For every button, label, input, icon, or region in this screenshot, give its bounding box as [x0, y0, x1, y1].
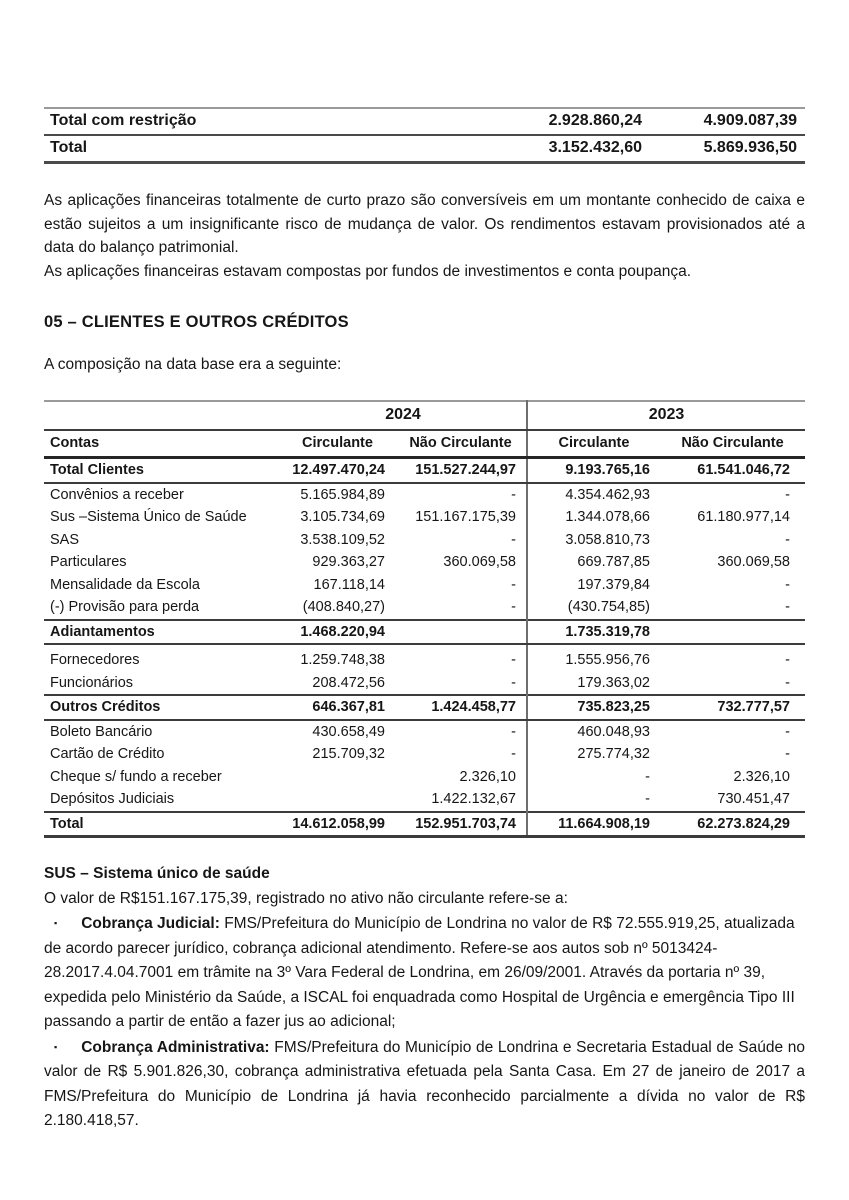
- sus-section: [44, 862, 805, 1134]
- cell: -: [511, 674, 516, 691]
- row-label: Adiantamentos: [44, 620, 280, 645]
- row-label: Total: [44, 812, 280, 837]
- cell: 61.541.046,72: [660, 458, 805, 483]
- cell: -: [527, 788, 660, 812]
- table-row: [44, 720, 805, 744]
- cell: -: [785, 652, 790, 668]
- cell: 669.787,85: [527, 551, 660, 574]
- header-circulante-2024: Circulante: [280, 430, 395, 458]
- row-label: Funcionários: [50, 674, 134, 691]
- cell: 62.273.824,29: [660, 812, 805, 837]
- cell: 167.118,14: [313, 576, 385, 593]
- row-label: Mensalidade da Escola: [50, 576, 200, 593]
- cell: -: [511, 599, 516, 615]
- cell: -: [511, 746, 516, 762]
- cell: 735.823,25: [527, 695, 660, 720]
- table-row: [44, 672, 805, 696]
- table-row: [44, 529, 805, 552]
- cell: 3.538.109,52: [300, 531, 385, 548]
- top-summary-table: [44, 107, 805, 164]
- year-2024-header: 2024: [280, 401, 527, 430]
- row-label: Sus –Sistema Único de Saúde: [50, 509, 247, 525]
- row-label: SAS: [50, 531, 80, 548]
- cell: -: [785, 723, 790, 740]
- cell: -: [511, 486, 516, 503]
- cell: 1.735.319,78: [527, 620, 660, 645]
- sus-intro: O valor de R$151.167.175,39, registrado no ativo não circulante refere-se a:: [44, 889, 568, 907]
- cell: 2.326,10: [733, 768, 790, 785]
- table-row: [44, 644, 805, 672]
- cell: [280, 788, 395, 812]
- section-heading: 05 – CLIENTES E OUTROS CRÉDITOS: [44, 313, 349, 331]
- cell: -: [511, 652, 516, 668]
- table-row: [44, 483, 805, 507]
- cell: 208.472,56: [312, 674, 385, 691]
- value-2023: 5.869.936,50: [703, 139, 797, 156]
- header-circulante-2023: Circulante: [527, 430, 660, 458]
- spacer-cell: [44, 401, 280, 430]
- cell: 151.527.244,97: [395, 458, 527, 483]
- cell: (430.754,85): [527, 596, 660, 620]
- cell: -: [511, 576, 516, 593]
- cell: -: [785, 531, 790, 548]
- year-2023-header: 2023: [527, 401, 805, 430]
- bullet-text: FMS/Prefeitura do Município de Londrina no valor de R$ 72.555.919,25, atualizada de acordo parecer jurídico, cobrança adicional atendimento. Refere-se aos autos sob nº 5013424-28.2017.4.04.7001 em trâmite na 3º Vara Federal de Londrina, em 26/09/2001. Através da portaria nº 39, expedida pelo Ministério da Saúde, a ISCAL foi enquadrada como Hospital de Urgência e emergência Tipo III passando a partir de então a fazer jus ao adicional;: [44, 915, 795, 1030]
- cell: 14.612.058,99: [280, 812, 395, 837]
- cell: 11.664.908,19: [527, 812, 660, 837]
- table-row: [44, 743, 805, 766]
- column-header-row: [44, 430, 805, 458]
- value-2023: 4.909.087,39: [642, 108, 805, 135]
- cell: 929.363,27: [312, 554, 385, 570]
- cell: 1.344.078,66: [527, 506, 660, 529]
- cell: 275.774,32: [527, 743, 660, 766]
- value-2024: 3.152.432,60: [548, 139, 642, 156]
- cell: 9.193.765,16: [527, 458, 660, 483]
- bullet-square-icon: ▪: [54, 918, 58, 928]
- bullet-label: Cobrança Administrativa:: [81, 1038, 270, 1056]
- cell: 646.367,81: [280, 695, 395, 720]
- bullet-label: Cobrança Judicial:: [81, 915, 220, 932]
- row-label: Depósitos Judiciais: [50, 791, 175, 807]
- cell: 1.424.458,77: [395, 695, 527, 720]
- cell: [660, 620, 805, 645]
- cell: -: [785, 599, 790, 615]
- cell: 430.658,49: [312, 723, 385, 740]
- cell: 215.709,32: [312, 746, 385, 762]
- cell: 151.167.175,39: [415, 509, 516, 525]
- cell: 179.363,02: [527, 672, 660, 696]
- cell: [395, 620, 527, 645]
- bullet-item-administrativa: [44, 1035, 805, 1134]
- table-row-total-clientes: [44, 458, 805, 483]
- table-row: [44, 596, 805, 620]
- cell: 1.555.956,76: [527, 644, 660, 672]
- cell: 61.180.977,14: [697, 509, 790, 525]
- row-label: Total Clientes: [44, 458, 280, 483]
- intro-paragraphs: [44, 189, 805, 283]
- cell: 3.058.810,73: [527, 529, 660, 552]
- table-row: [44, 551, 805, 574]
- table-row: [44, 574, 805, 597]
- row-label: Fornecedores: [50, 652, 140, 668]
- cell: -: [785, 576, 790, 593]
- row-label: (-) Provisão para perda: [50, 599, 200, 615]
- cell: (408.840,27): [302, 599, 385, 615]
- row-label: Cartão de Crédito: [50, 746, 165, 762]
- cell: 460.048,93: [527, 720, 660, 744]
- cell: -: [511, 531, 516, 548]
- cell: 5.165.984,89: [300, 486, 385, 503]
- value-2024: 2.928.860,24: [434, 108, 642, 135]
- cell: 152.951.703,74: [395, 812, 527, 837]
- clients-credits-table: [44, 400, 805, 838]
- cell: -: [785, 746, 790, 762]
- row-label: Outros Créditos: [44, 695, 280, 720]
- table-row: [44, 108, 805, 135]
- cell: 730.451,47: [717, 791, 790, 807]
- bullet-square-icon: ▪: [54, 1041, 58, 1052]
- cell: [280, 766, 395, 789]
- table-row-adiantamentos: [44, 620, 805, 645]
- row-label: Particulares: [50, 554, 127, 570]
- row-label: Cheque s/ fundo a receber: [50, 768, 222, 785]
- cell: 12.497.470,24: [280, 458, 395, 483]
- header-nao-circulante-2024: Não Circulante: [395, 430, 527, 458]
- cell: 732.777,57: [660, 695, 805, 720]
- sus-heading: SUS – Sistema único de saúde: [44, 865, 270, 882]
- cell: -: [785, 486, 790, 503]
- row-label: Convênios a receber: [50, 486, 184, 503]
- row-label: Total: [50, 139, 88, 156]
- row-label: Boleto Bancário: [50, 723, 153, 740]
- cell: -: [527, 766, 660, 789]
- cell: 1.259.748,38: [300, 652, 385, 668]
- bullet-item-judicial: [44, 911, 805, 1035]
- header-nao-circulante-2023: Não Circulante: [660, 430, 805, 458]
- section-lead: A composição na data base era a seguinte:: [44, 356, 342, 373]
- paragraph: As aplicações financeiras totalmente de curto prazo são conversíveis em um montante conhecido de caixa e estão sujeitos a um insignificante risco de mudança de valor. Os rendimentos estavam provisionados até a data do balanço patrimonial.: [44, 192, 805, 256]
- header-contas: Contas: [44, 430, 280, 458]
- cell: 360.069,58: [443, 554, 516, 570]
- cell: 4.354.462,93: [527, 483, 660, 507]
- cell: 1.468.220,94: [280, 620, 395, 645]
- cell: -: [511, 723, 516, 740]
- table-row: [44, 506, 805, 529]
- row-label: Total com restrição: [44, 108, 434, 135]
- table-row: [44, 135, 805, 163]
- cell: 3.105.734,69: [300, 509, 385, 525]
- cell: 1.422.132,67: [431, 791, 516, 807]
- paragraph: As aplicações financeiras estavam compostas por fundos de investimentos e conta poupança.: [44, 262, 692, 280]
- table-row: [44, 766, 805, 789]
- cell: 360.069,58: [717, 554, 790, 570]
- table-row: [44, 788, 805, 812]
- year-header-row: [44, 401, 805, 430]
- table-row-outros-creditos: [44, 695, 805, 720]
- cell: 2.326,10: [459, 768, 516, 785]
- cell: -: [785, 674, 790, 691]
- table-row-total: [44, 812, 805, 837]
- cell: 197.379,84: [527, 574, 660, 597]
- bullet-text: FMS/Prefeitura do Município de Londrina e Secretaria Estadual de Saúde no valor de R$ 5.901.826,30, cobrança administrativa efetuada pela Santa Casa. Em 27 de janeiro de 2017 a FMS/Prefeitura do Município de Londrina já havia reconhecido parcialmente a dívida no valor de R$ 2.180.418,57.: [44, 1038, 806, 1129]
